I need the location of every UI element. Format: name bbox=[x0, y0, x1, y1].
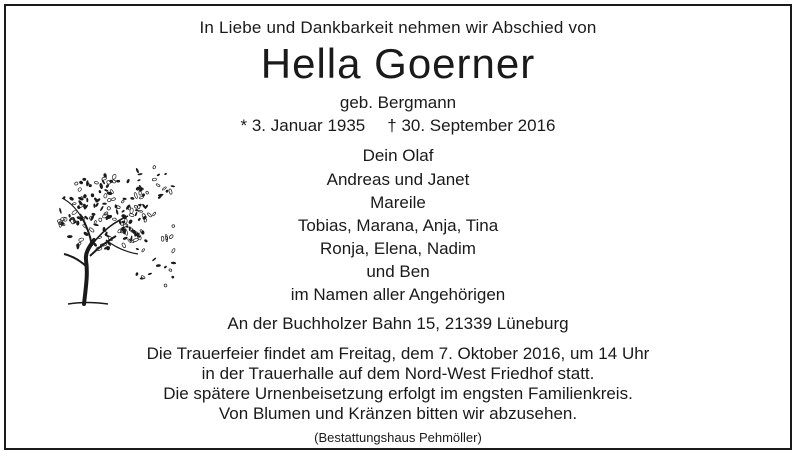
deceased-name: Hella Goerner bbox=[260, 40, 536, 87]
funeral-info-line: Die spätere Urnenbeisetzung erfolgt im engsten Familienkreis. bbox=[163, 384, 633, 403]
mourner-line: Dein Olaf bbox=[362, 146, 434, 165]
maiden-name: geb. Bergmann bbox=[339, 93, 457, 112]
mourner-line: Andreas und Janet bbox=[326, 170, 470, 189]
obituary-notice bbox=[4, 4, 792, 450]
mourner-line: Tobias, Marana, Anja, Tina bbox=[297, 216, 499, 235]
mourner-line: und Ben bbox=[366, 262, 430, 281]
family-address: An der Buchholzer Bahn 15, 21339 Lüneburg bbox=[227, 314, 569, 333]
mourner-line: Ronja, Elena, Nadim bbox=[320, 239, 476, 258]
on-behalf-text: im Namen aller Angehörigen bbox=[290, 285, 506, 304]
funeral-info-line: Die Trauerfeier findet am Freitag, dem 7. Oktober 2016, um 14 Uhr bbox=[146, 344, 650, 363]
funeral-info-line: in der Trauerhalle auf dem Nord-West Friedhof statt. bbox=[201, 364, 595, 383]
intro-text: In Liebe und Dankbarkeit nehmen wir Abschied von bbox=[199, 18, 597, 37]
life-dates bbox=[6, 116, 790, 136]
death-date: † 30. September 2016 bbox=[387, 116, 556, 135]
birth-date: * 3. Januar 1935 bbox=[240, 116, 366, 135]
mourner-line: Mareile bbox=[370, 193, 426, 212]
undertaker-name: (Bestattungshaus Pehmöller) bbox=[314, 430, 482, 445]
funeral-info-line: Von Blumen und Kränzen bitten wir abzusehen. bbox=[218, 404, 578, 423]
